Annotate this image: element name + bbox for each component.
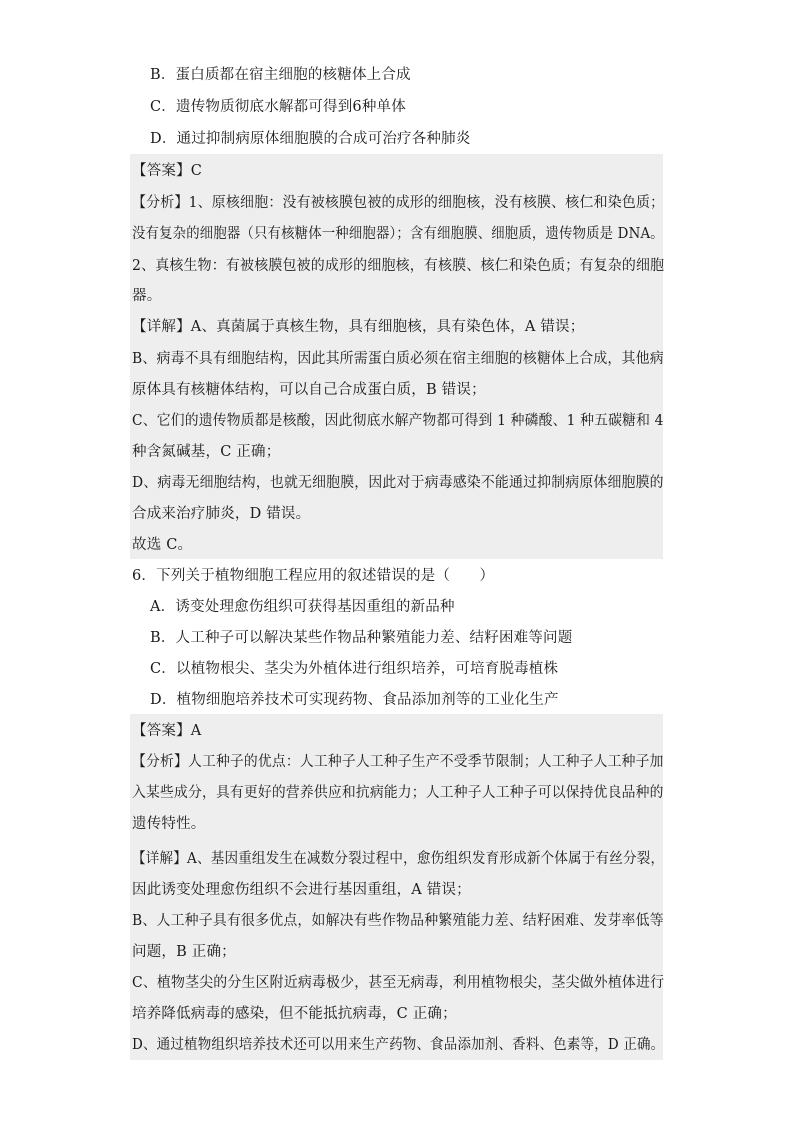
q6-analysis-line: 入某些成分，具有更好的营养供应和抗病能力；人工种子人工种子可以保持优良品种的	[132, 785, 664, 801]
q5-detail-line: 原体具有核糖体结构，可以自己合成蛋白质，B 错误；	[132, 382, 486, 398]
q6-option-a: A．诱变处理愈伤组织可获得基因重组的新品种	[150, 599, 455, 615]
q5-detail-line: B、病毒不具有细胞结构，因此其所需蛋白质必须在宿主细胞的核糖体上合成，其他病	[132, 351, 664, 367]
q5-detail-line: 【详解】A、真菌属于真核生物，具有细胞核，具有染色体，A 错误；	[132, 319, 585, 335]
q5-option-c: C．遗传物质彻底水解都可得到6种单体	[150, 99, 406, 115]
q5-detail-line: 种含氮碱基，C 正确；	[132, 444, 281, 460]
q6-detail-line: D、通过植物组织培养技术还可以用来生产药物、食品添加剂、香料、色素等，D 正确。	[132, 1037, 665, 1053]
q6-option-c: C．以植物根尖、茎尖为外植体进行组织培养，可培育脱毒植株	[150, 661, 559, 677]
q6-option-d: D．植物细胞培养技术可实现药物、食品添加剂等的工业化生产	[150, 692, 559, 708]
q5-detail-line: 故选 C。	[132, 537, 193, 553]
q6-analysis-line: 遗传特性。	[132, 816, 206, 832]
q6-detail-line: 问题，B 正确；	[132, 944, 236, 960]
q6-detail-line: 培养降低病毒的感染，但不能抵抗病毒，C 正确；	[132, 1006, 457, 1022]
q5-analysis-line: 器。	[132, 288, 162, 304]
q5-analysis-line: 2、真核生物：有被核膜包被的成形的细胞核，有核膜、核仁和染色质；有复杂的细胞	[132, 258, 665, 274]
q6-stem: 6．下列关于植物细胞工程应用的叙述错误的是（ ）	[132, 568, 495, 584]
q6-detail-line: 【详解】A、基因重组发生在减数分裂过程中，愈伤组织发育形成新个体属于有丝分裂，	[132, 851, 665, 867]
q6-detail-line: B、人工种子具有很多优点，如解决有些作物品种繁殖能力差、结籽困难、发芽率低等	[132, 913, 664, 929]
q5-analysis-line: 没有复杂的细胞器（只有核糖体一种细胞器）；含有细胞膜、细胞质，遗传物质是 DNA。	[132, 226, 664, 242]
q5-option-d: D．通过抑制病原体细胞膜的合成可治疗各种肺炎	[150, 131, 471, 147]
q6-option-b: B．人工种子可以解决某些作物品种繁殖能力差、结籽困难等问题	[150, 630, 573, 646]
q5-analysis-line: 【分析】1、原核细胞：没有被核膜包被的成形的细胞核，没有核膜、核仁和染色质；	[132, 195, 665, 211]
q6-detail-line: 因此诱变处理愈伤组织不会进行基因重组，A 错误；	[132, 882, 471, 898]
q5-detail-line: 合成来治疗肺炎，D 错误。	[132, 506, 311, 522]
q6-analysis-line: 【分析】人工种子的优点：人工种子人工种子生产不受季节限制；人工种子人工种子加	[132, 754, 664, 770]
q6-answer: 【答案】A	[132, 723, 202, 739]
q5-option-b: B．蛋白质都在宿主细胞的核糖体上合成	[150, 67, 411, 83]
q6-detail-line: C、植物茎尖的分生区附近病毒极少，甚至无病毒，利用植物根尖，茎尖做外植体进行	[132, 975, 665, 991]
q5-detail-line: D、病毒无细胞结构，也就无细胞膜，因此对于病毒感染不能通过抑制病原体细胞膜的	[132, 475, 664, 491]
q5-answer: 【答案】C	[132, 163, 203, 179]
q5-detail-line: C、它们的遗传物质都是核酸，因此彻底水解产物都可得到 1 种磷酸、1 种五碳糖和 4	[132, 413, 664, 429]
